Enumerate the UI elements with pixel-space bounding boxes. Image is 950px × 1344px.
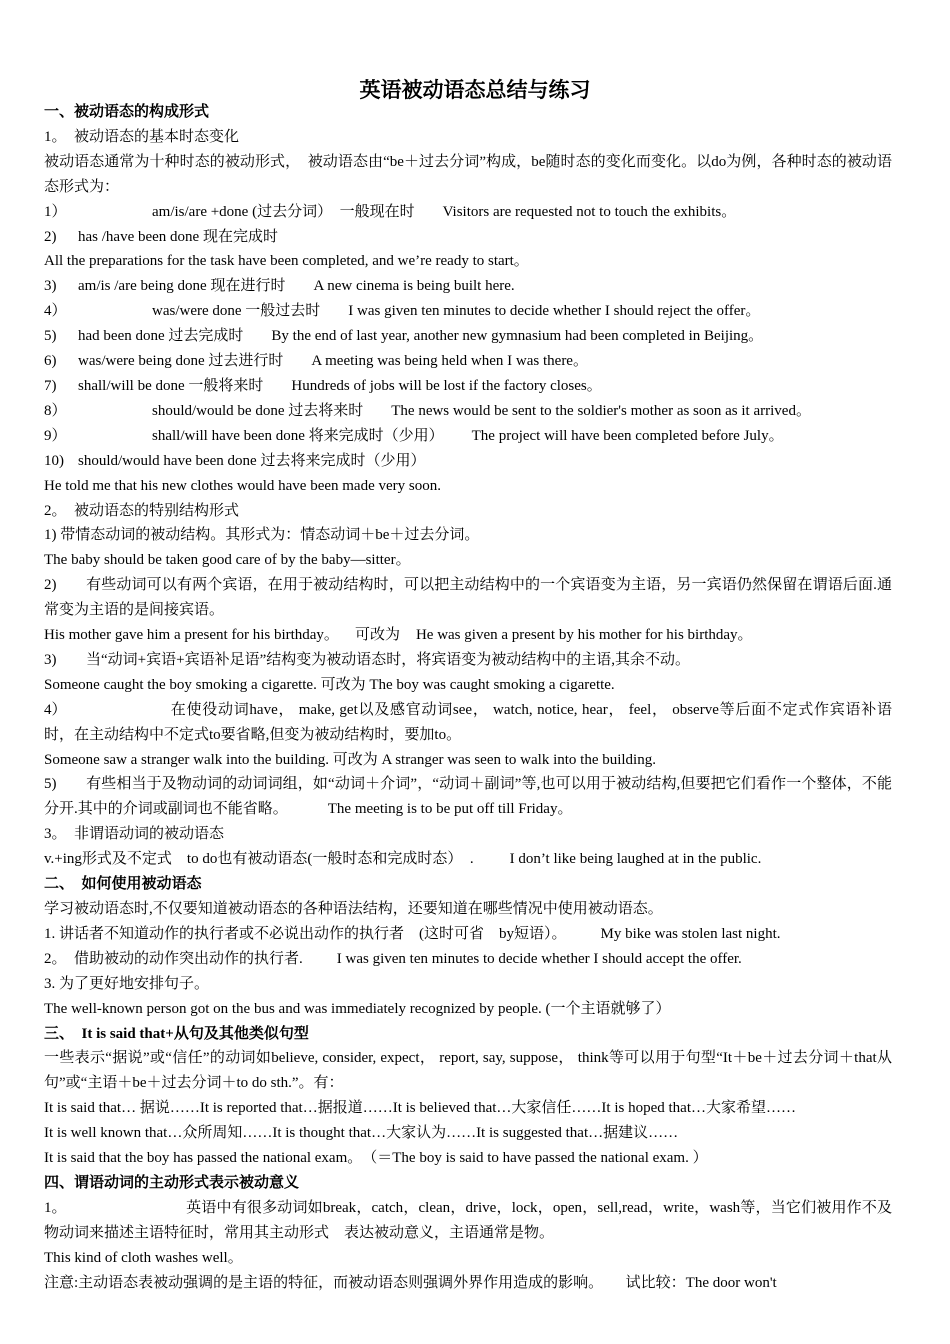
item-number: 3) [44, 651, 57, 668]
subheading: 3。 非谓语动词的被动语态 [44, 826, 225, 843]
tense-item-10 [44, 449, 892, 474]
tense-example: All the preparations for the task have been completed, and we’re ready to start。 [44, 253, 529, 270]
document-body [44, 100, 892, 1296]
paragraph: 2) 有些动词可以有两个宾语，在用于被动结构时，可以把主动结构中的一个宾语变为主语，另一宾语仍然保留在谓语后面.通常变为主语的是间接宾语。 [44, 573, 892, 623]
tense-form: had been done 过去完成时 [78, 328, 244, 345]
tense-form: am/is /are being done 现在进行时 [78, 278, 286, 295]
section-heading-1: 一、被动语态的构成形式 [44, 104, 210, 120]
item-number: 9） [44, 427, 67, 444]
example-sentence: This kind of cloth washes well。 [44, 1249, 243, 1266]
item-number: 5) [44, 776, 57, 793]
item-number: 1。 [44, 1199, 67, 1216]
paragraph: 学习被动语态时,不仅要知道被动语态的各种语法结构，还要知道在哪些情况中使用被动语态。 [44, 901, 663, 917]
paragraph: v.+ing形式及不定式 to do也有被动语态(一般时态和完成时态） . I don’t like being laughed at in the public. [44, 851, 762, 868]
section-heading-4: 四、谓语动词的主动形式表示被动意义 [44, 1174, 300, 1191]
usage-item-3: 3. 为了更好地安排句子。 [44, 975, 210, 992]
item-number: 10) [44, 452, 64, 469]
paragraph: 1) 带情态动词的被动结构。其形式为：情态动词＋be＋过去分词。 [44, 527, 480, 544]
example-sentence: The meeting is to be put off till Friday。 [327, 801, 573, 818]
paragraph: 1。 英语中有很多动词如break，catch，clean，drive，lock，open，sell,read，write，wash等，当它们被用作不及物动词来描述主语特征时，常用其主动形式 表达被动意义，主语通常是物。 [44, 1196, 892, 1246]
paragraph: 一些表示“据说”或“信任”的动词如believe, consider, expect， report, say, suppose， think等可以用于句型“It＋be＋过去分词＋that从句”或“主语＋be＋过去分词＋to do sth.”。有： [44, 1050, 892, 1092]
item-number: 4） [44, 701, 67, 718]
phrase-list: It is well known that…众所周知……It is thought that…大家认为……It is suggested that…据建议…… [44, 1125, 679, 1142]
usage-item-1: 1. 讲话者不知道动作的执行者或不必说出动作的执行者 (这时可省 by短语）。 My bike was stolen last night. [44, 925, 781, 942]
example-sentence: The baby should be taken good care of by the baby—sitter。 [44, 552, 411, 569]
paragraph: 5) 有些相当于及物动词的动词词组，如“动词＋介词”，“动词＋副词”等,也可以用于被动结构,但要把它们看作一个整体，不能分开.其中的介词或副词也不能省略。 The meeting is to be put off till Friday。 [44, 772, 892, 822]
item-number: 2) [44, 577, 57, 594]
note: 注意:主动语态表被动强调的是主语的特征，而被动语态则强调外界作用造成的影响。 试比较：The door won't [44, 1274, 777, 1291]
item-number: 2) [44, 228, 57, 245]
tense-item-2 [44, 225, 892, 250]
item-number: 8） [44, 402, 67, 419]
tense-item-1 [44, 200, 892, 225]
tense-example: The news would be sent to the soldier's mother as soon as it arrived。 [391, 402, 811, 419]
tense-example: The project will have been completed before July。 [471, 427, 784, 444]
usage-item-2: 2。 借助被动的动作突出动作的执行者. I was given ten minutes to decide whether I should accept the offer. [44, 950, 742, 967]
item-number: 4） [44, 303, 67, 320]
example-sentence: His mother gave him a present for his birthday。 可改为 He was given a present by his mother for his birthday。 [44, 627, 753, 644]
tense-example: Hundreds of jobs will be lost if the factory closes。 [291, 377, 602, 394]
tense-item-9 [44, 424, 892, 449]
tense-item-8 [44, 399, 892, 424]
tense-example: I was given ten minutes to decide whether I should reject the offer。 [348, 303, 761, 320]
tense-form: shall/will have been done 将来完成时（少用） [152, 427, 444, 444]
tense-form: should/would be done 过去将来时 [152, 402, 364, 419]
item-number: 1） [44, 203, 67, 220]
tense-item-5 [44, 324, 892, 349]
example-sentence: The well-known person got on the bus and was immediately recognized by people. (一个主语就够了） [44, 1000, 671, 1017]
tense-form: should/would have been done 过去将来完成时（少用） [78, 452, 426, 469]
item-number: 5) [44, 328, 57, 345]
phrase-list: It is said that… 据说……It is reported that…据报道……It is believed that…大家信任……It is hoped that…大家希望…… [44, 1100, 796, 1117]
item-number: 3) [44, 278, 57, 295]
tense-form: am/is/are +done (过去分词） 一般现在时 [152, 203, 415, 220]
tense-item-3 [44, 274, 892, 299]
tense-example: By the end of last year, another new gymnasium had been completed in Beijing。 [271, 328, 764, 345]
document-title: 英语被动语态总结与练习 [359, 78, 591, 102]
example-sentence: Someone saw a stranger walk into the building. 可改为 A stranger was seen to walk into the building. [44, 751, 656, 768]
tense-item-7 [44, 374, 892, 399]
section-heading-2: 二、 如何使用被动语态 [44, 876, 202, 893]
tense-example: He told me that his new clothes would have been made very soon. [44, 477, 441, 494]
example-sentence: I was given ten minutes to decide whether I should accept the offer. [336, 950, 742, 967]
tense-form: has /have been done 现在完成时 [78, 228, 278, 245]
tense-form: was/were being done 过去进行时 [78, 353, 284, 370]
tense-form: was/were done 一般过去时 [152, 303, 321, 320]
paragraph: 3) 当“动词+宾语+宾语补足语”结构变为被动语态时，将宾语变为被动结构中的主语,其余不动。 [44, 648, 892, 673]
example-sentence: Someone caught the boy smoking a cigarette. 可改为 The boy was caught smoking a cigarette. [44, 676, 615, 693]
tense-example: A new cinema is being built here. [313, 278, 515, 295]
subheading: 1。 被动语态的基本时态变化 [44, 128, 240, 145]
example-sentence: It is said that the boy has passed the national exam。 （＝The boy is said to have passed the national exam. ） [44, 1150, 708, 1167]
example-sentence: My bike was stolen last night. [600, 925, 781, 942]
section-heading-3: 三、 It is said that+从句及其他类似句型 [44, 1025, 309, 1042]
tense-form: shall/will be done 一般将来时 [78, 377, 264, 394]
subheading: 2。 被动语态的特别结构形式 [44, 502, 240, 519]
tense-item-4 [44, 299, 892, 324]
example-sentence: I don’t like being laughed at in the public. [509, 851, 762, 868]
item-number: 7) [44, 377, 57, 394]
tense-example: A meeting was being held when I was there。 [311, 353, 588, 370]
tense-item-6 [44, 349, 892, 374]
tense-example: Visitors are requested not to touch the exhibits。 [442, 203, 737, 220]
paragraph: 4） 在使役动词have， make, get以及感官动词see， watch, notice, hear， feel， observe等后面不定式作宾语补语时，在主动结构中不定式to要省略,但变为被动结构时，要加to。 [44, 698, 892, 748]
paragraph: 被动语态通常为十种时态的被动形式， 被动语态由“be＋过去分词”构成，be随时态的变化而变化。以do为例，各种时态的被动语态形式为： [44, 153, 892, 195]
item-number: 6) [44, 353, 57, 370]
